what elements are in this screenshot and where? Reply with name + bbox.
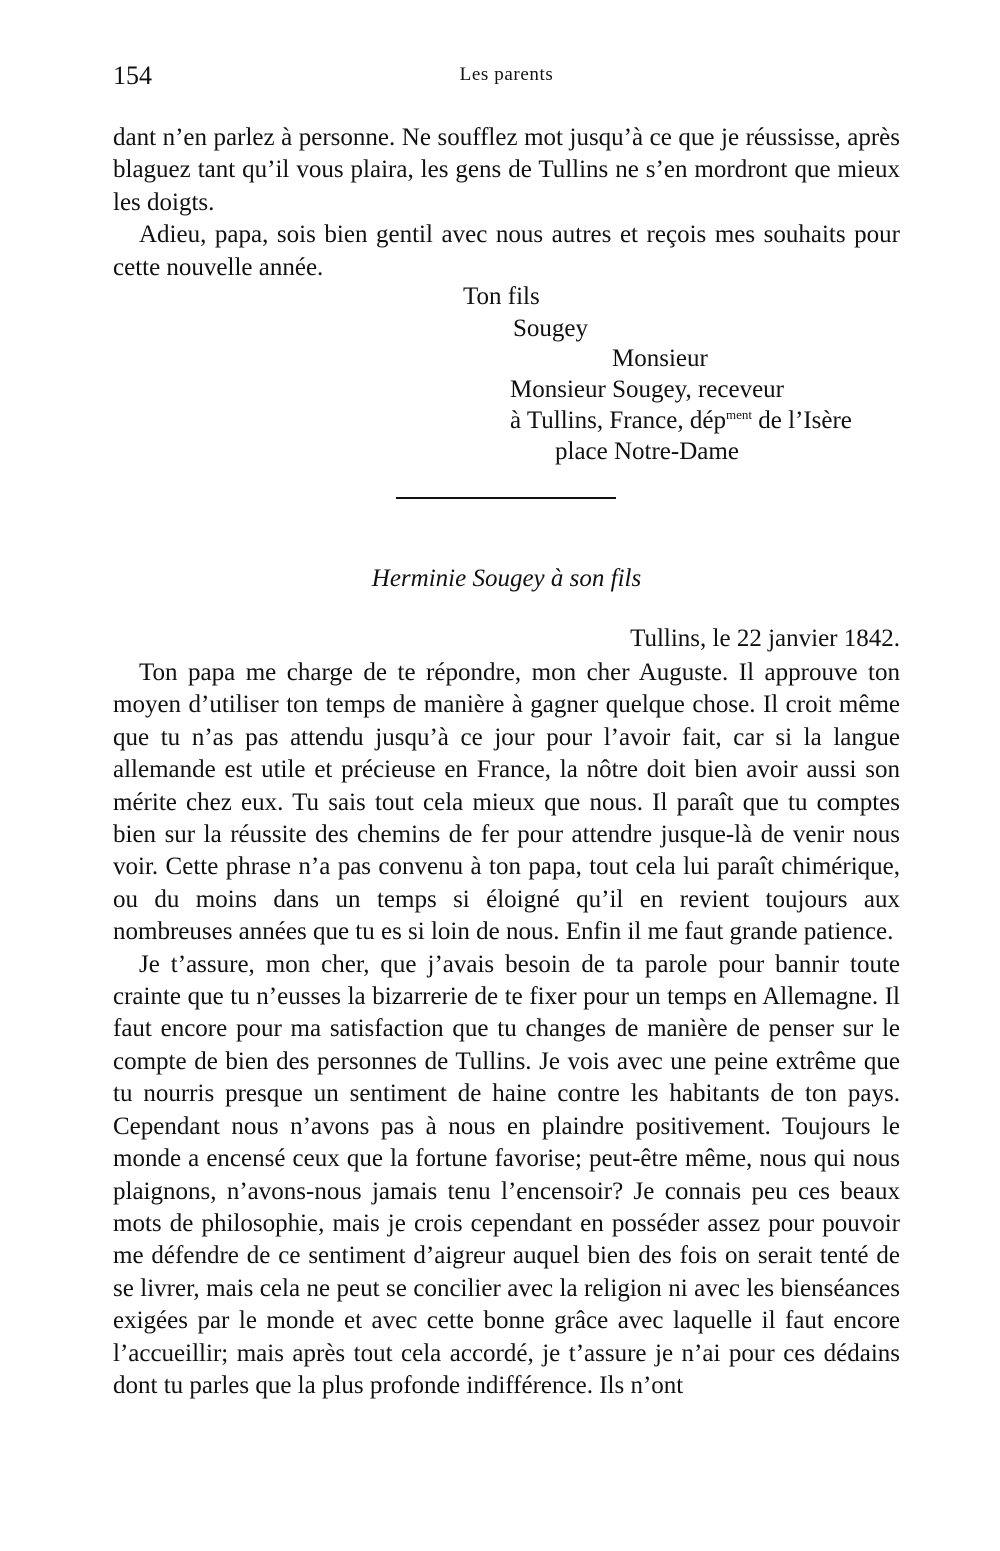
- letter-title: Herminie Sougey à son fils: [371, 565, 642, 592]
- page-header: [113, 58, 900, 98]
- address-line-3-end: de l’Isère: [751, 407, 852, 434]
- previous-letter-paragraph: Adieu, papa, sois bien gentil avec nous autres et reçois mes souhaits pour cette nouvelle année.: [113, 221, 900, 281]
- address-abbreviation-superscript: ment: [725, 407, 752, 422]
- previous-letter-paragraph: dant n’en parlez à personne. Ne soufflez mot jusqu’à ce que je réussisse, après blaguez tant qu’il vous plaira, les gens de Tullins ne s’en mordront que mieux les doigts.: [113, 124, 900, 216]
- running-head: Les parents: [459, 64, 554, 85]
- letter-dateline: Tullins, le 22 janvier 1842.: [630, 625, 900, 652]
- address-line-3-start: à Tullins, France, dép: [510, 407, 726, 434]
- letter-paragraph: Je t’assure, mon cher, que j’avais besoin de ta parole pour bannir toute crainte que tu n’eusses la bizarrerie de te fixer pour un temps en Allemagne. Il faut encore pour ma satisfaction que tu changes de manière de penser sur le compte de bien des personnes de Tullins. Je vois avec une peine extrême que tu nourris presque un sentiment de haine contre les habitants de ton pays. Cependant nous n’avons pas à nous en plaindre positivement. Toujours le monde a encensé ceux que la fortune favorise; peut-être même, nous qui nous plaignons, n’avons-nous jamais tenu l’encensoir? Je connais peu ces beaux mots de philosophie, mais je crois cependant en posséder assez pour pouvoir me défendre de ce sentiment d’aigreur auquel bien des fois on serait tenté de se livrer, mais cela ne peut se concilier avec la religion ni avec les bienséances exigées par le monde et avec cette bonne grâce avec laquelle il faut encore l’accueillir; mais après tout cela accordé, je t’assure je n’ai pour ces dédains dont tu parles que la plus profonde indifférence. Ils n’ont: [113, 950, 900, 1399]
- section-divider: [396, 497, 616, 499]
- signature-name: Sougey: [513, 315, 588, 342]
- page-number: 154: [113, 61, 152, 90]
- address-line-1: Monsieur: [612, 345, 708, 372]
- previous-letter-text: [113, 122, 900, 284]
- letter-paragraph: Ton papa me charge de te répondre, mon cher Auguste. Il approuve ton moyen d’utiliser ton temps de manière à gagner quelque chose. Il croit même que tu n’as pas attendu jusqu’à ce jour pour l’avoir fait, car si la langue allemande est utile et précieuse en France, la nôtre doit bien avoir aussi son mérite chez eux. Tu sais tout cela mieux que nous. Il paraît que tu comptes bien sur la réussite des chemins de fer pour attendre jusque-là de venir nous voir. Cette phrase n’a pas convenu à ton papa, tout cela lui paraît chimérique, ou du moins dans un temps si éloigné qu’il en revient toujours aux nombreuses années que tu es si loin de nous. Enfin il me faut grande patience.: [113, 659, 900, 946]
- signature-closing: Ton fils: [463, 283, 540, 310]
- address-line-3: [510, 405, 852, 437]
- letter-body: [113, 657, 900, 1402]
- address-line-2: Monsieur Sougey, receveur: [510, 376, 784, 403]
- address-line-4: place Notre-Dame: [555, 438, 739, 465]
